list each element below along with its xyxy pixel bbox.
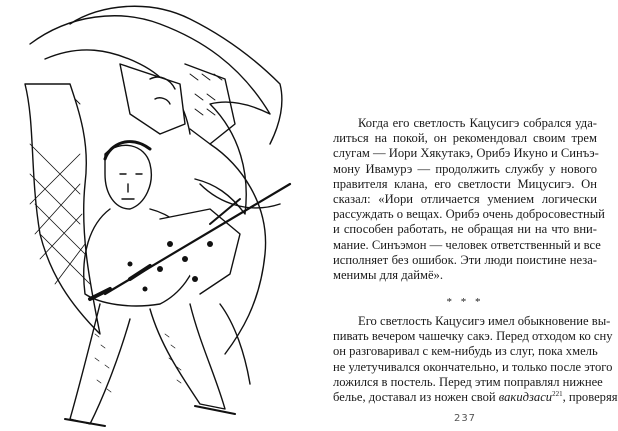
text-line: литься на покой, он рекомендовал своим трем: [333, 131, 597, 146]
text-line: менимы для даймё».: [333, 267, 443, 282]
text-line: [333, 389, 618, 405]
text-line: исполняет без ошибок. Эти люди поистине неза-: [333, 252, 597, 267]
text-line: не улетучивался окончательно, и только после этого: [333, 359, 613, 374]
text-line: рассуждать о вещах. Орибэ очень добросовестный: [333, 207, 605, 222]
text-line: правителя клана, его светлости Мицусигэ. Он: [333, 176, 597, 191]
paragraph-2: [333, 314, 618, 405]
text-line: мание. Синъэмон — человек ответственный и все: [333, 237, 601, 252]
text-line: он разговаривал с кем-нибудь из слуг, пока хмель: [333, 344, 598, 359]
text-line: Когда его светлость Кацусигэ собрался уда-: [358, 116, 597, 130]
page-number: 237: [453, 413, 477, 424]
italic-term: вакидзаси: [498, 389, 553, 404]
text-line: мону Ивамурэ — продолжить службу у нового: [333, 161, 597, 176]
text-line: пивать вечером чашечку сакэ. Перед отходом ко сну: [333, 329, 613, 344]
paragraph-1: [333, 116, 605, 283]
text-run: белье, доставал из ножен свой: [333, 389, 499, 404]
section-separator: * * *: [446, 296, 484, 308]
text-line: ложился в постель. Перед этим поправлял нижнее: [333, 374, 603, 389]
samurai-illustration: [10, 4, 300, 428]
text-line: слугам — Иори Хякутакэ, Орибэ Икуно и Синъэ-: [333, 146, 599, 161]
text-line: сказал: «Иори отличается умением логически: [333, 191, 597, 206]
text-run: , проверяя: [562, 389, 618, 404]
text-line: и способен работать, не обращая ни на что вни-: [333, 222, 597, 237]
footnote-ref[interactable]: 221: [552, 389, 563, 398]
text-line: Его светлость Кацусигэ имел обыкновение вы-: [358, 314, 611, 328]
